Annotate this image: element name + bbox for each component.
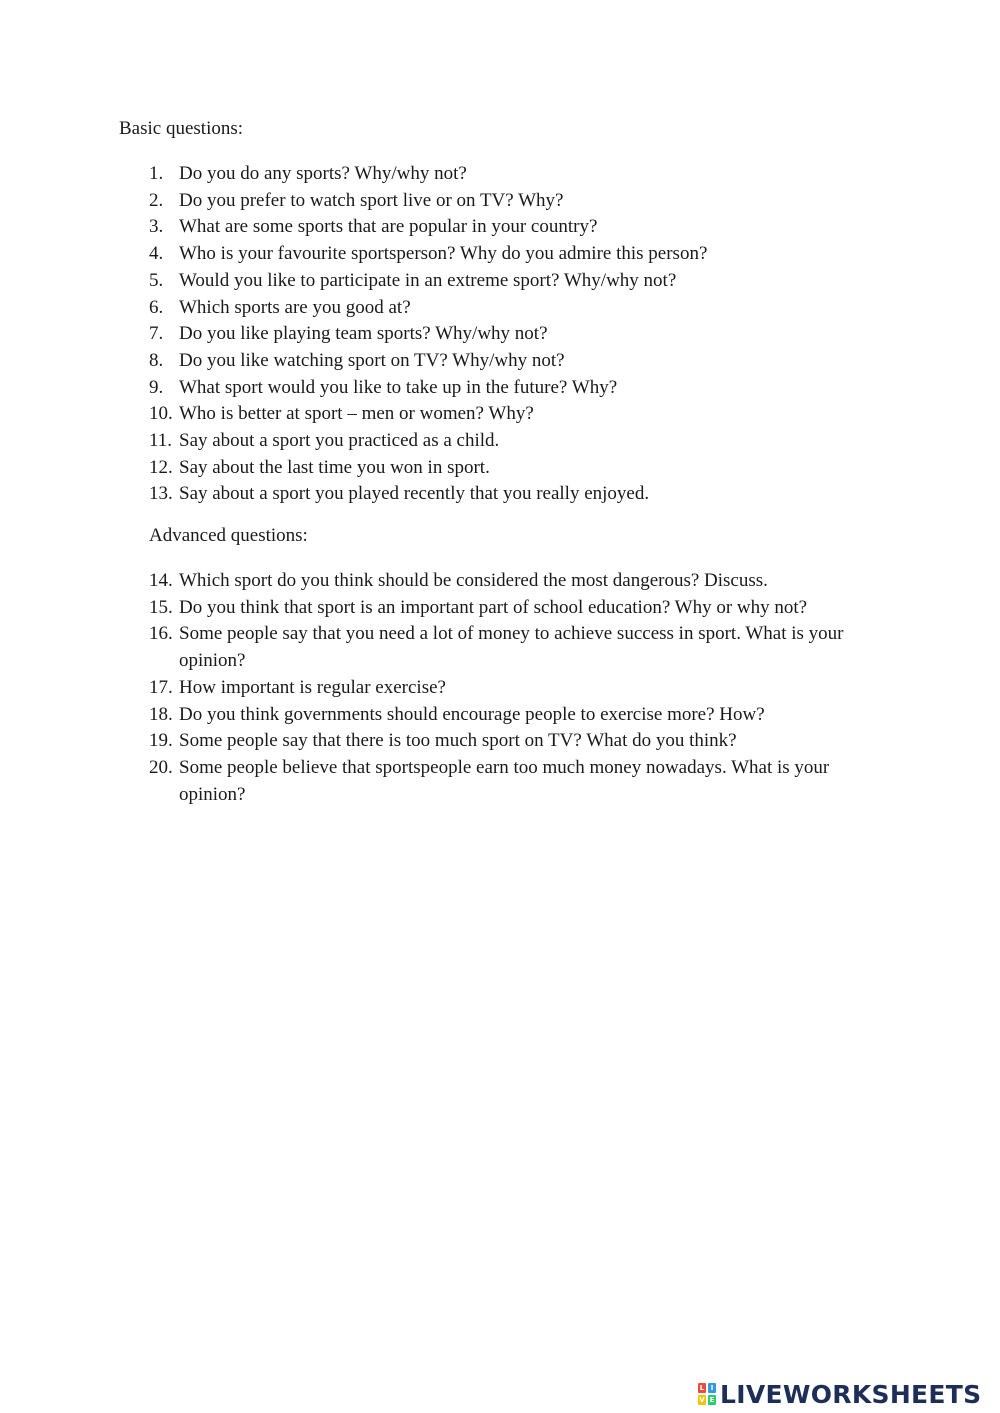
list-item (0, 161, 879, 188)
question-text: What sport would you like to take up in the future? Why? (179, 376, 618, 398)
question-text: Some people say that you need a lot of money to achieve success in sport. What is your opinion? (179, 623, 844, 672)
advanced-questions-list (0, 568, 900, 808)
question-text: Do you do any sports? Why/why not? (179, 163, 467, 184)
liveworksheets-logo (698, 1378, 981, 1410)
question-text: Some people believe that sportspeople earn too much money nowadays. What is your opinion? (179, 756, 830, 805)
question-number: 10. (149, 403, 173, 425)
question-text: Do you like watching sport on TV? Why/why not? (179, 349, 565, 371)
list-item (0, 295, 879, 322)
question-number: 9. (149, 376, 164, 398)
question-number: 16. (149, 623, 173, 645)
question-number: 18. (149, 703, 173, 725)
question-text: Some people say that there is too much sport on TV? What do you think? (179, 730, 737, 752)
question-number: 8. (149, 349, 164, 371)
list-item (0, 621, 879, 674)
question-text: Who is better at sport – men or women? Why? (179, 403, 534, 425)
list-item (0, 214, 879, 241)
question-number: 15. (149, 596, 173, 618)
question-text: Say about the last time you won in sport. (179, 456, 490, 478)
logo-mark-icon (698, 1383, 716, 1405)
question-text: Do you think that sport is an important part of school education? Why or why not? (179, 596, 808, 618)
basic-questions-list (0, 161, 900, 508)
question-number: 12. (149, 456, 173, 478)
question-text: How important is regular exercise? (179, 676, 446, 698)
logo-text: LIVEWORKSHEETS (720, 1379, 982, 1409)
logo-mark-letter: I (708, 1383, 716, 1393)
question-number: 17. (149, 676, 173, 698)
question-text: Which sport do you think should be considered the most dangerous? Discuss. (179, 570, 768, 591)
logo-mark-letter: E (709, 1396, 715, 1404)
question-number: 2. (149, 189, 164, 211)
question-text: Who is your favourite sportsperson? Why do you admire this person? (179, 243, 708, 265)
list-item (0, 375, 879, 402)
question-number: 4. (149, 243, 164, 265)
question-text: Say about a sport you played recently that you really enjoyed. (179, 483, 650, 505)
list-item (0, 481, 879, 508)
logo-mark-letter: L (699, 1384, 705, 1392)
question-number: 6. (149, 296, 164, 318)
question-number: 3. (149, 216, 164, 238)
list-item (0, 321, 879, 348)
question-text: What are some sports that are popular in your country? (179, 216, 598, 238)
list-item (0, 702, 879, 729)
question-number: 19. (149, 730, 173, 752)
question-number: 7. (149, 323, 164, 345)
question-text: Would you like to participate in an extreme sport? Why/why not? (179, 269, 677, 291)
question-number: 11. (149, 430, 173, 452)
list-item (0, 568, 879, 595)
question-text: Do you think governments should encourage people to exercise more? How? (179, 703, 765, 725)
question-number: 1. (149, 163, 164, 184)
advanced-questions-heading: Advanced questions: (149, 525, 308, 546)
list-item (0, 348, 879, 375)
list-item (0, 268, 879, 295)
question-text: Do you prefer to watch sport live or on TV? Why? (179, 189, 564, 211)
list-item (0, 755, 879, 808)
logo-mark-letter: V (699, 1396, 705, 1404)
question-number: 13. (149, 483, 173, 505)
list-item (0, 455, 879, 482)
list-item (0, 428, 879, 455)
question-text: Which sports are you good at? (179, 296, 411, 318)
question-text: Do you like playing team sports? Why/why not? (179, 323, 548, 345)
list-item (0, 595, 879, 622)
list-item (0, 675, 879, 702)
basic-questions-heading: Basic questions: (119, 118, 244, 139)
question-number: 14. (149, 570, 173, 591)
list-item (0, 401, 879, 428)
question-number: 20. (149, 756, 173, 778)
question-text: Say about a sport you practiced as a child. (179, 430, 500, 452)
list-item (0, 241, 879, 268)
list-item (0, 188, 879, 215)
list-item (0, 728, 879, 755)
question-number: 5. (149, 269, 164, 291)
